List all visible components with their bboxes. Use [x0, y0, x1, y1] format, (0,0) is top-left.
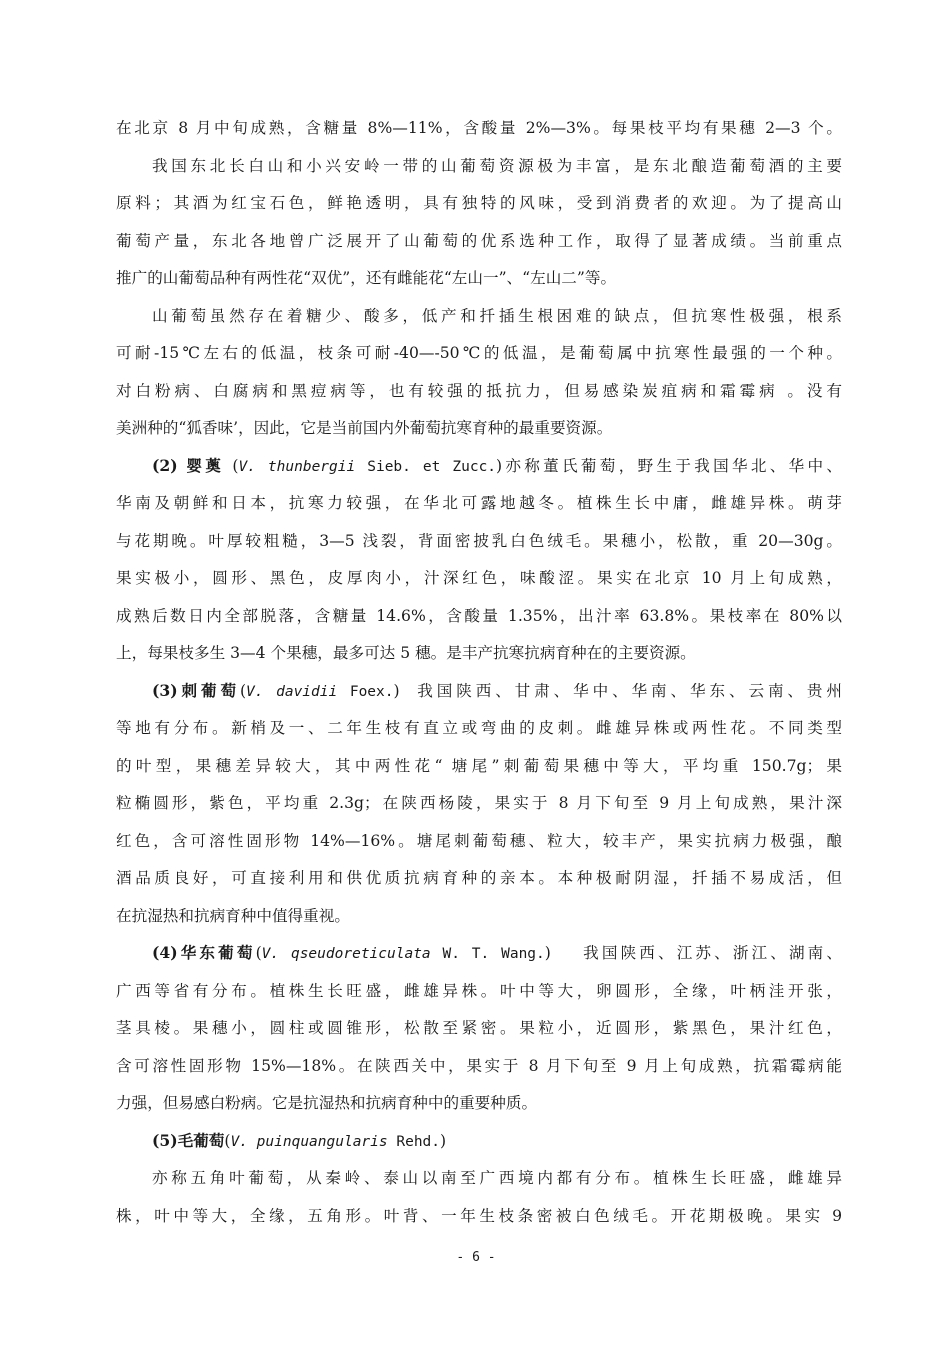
- text-line: 含可溶性固形物 15%—18%。在陕西关中，果实于 8 月下旬至 9 月上旬成熟，抗霜霉病能: [116, 1056, 842, 1075]
- text-line: 美洲种的“狐香味’，因此，它是当前国内外葡萄抗寒育种的最重要资源。: [116, 419, 613, 437]
- text-line: 果实极小，圆形、黑色，皮厚肉小，汁深红色，味酸涩。果实在北京 10 月上旬成熟，: [116, 569, 842, 587]
- author-citation: Rehd.: [387, 1133, 441, 1150]
- author-citation: Sieb. et Zucc.: [355, 458, 497, 475]
- species-heading: (4)华东葡萄: [152, 943, 256, 962]
- text-line: 株，叶中等大，全缘，五角形。叶背、一年生枝条密被白色绒毛。开花期极晚。果实 9: [116, 1206, 842, 1225]
- paren-open: (: [255, 944, 262, 962]
- text-line: 广西等省有分布。植株生长旺盛，雌雄异株。叶中等大，卵圆形，全缘，叶柄洼开张，: [116, 981, 842, 1000]
- text-line: 在北京 8 月中旬成熟，含糖量 8%—11%，含酸量 2%—3%。每果枝平均有果穗 2—3 个。: [116, 119, 842, 137]
- text-line: 亦称五角叶葡萄，从秦岭、泰山以南至广西境内都有分布。植株生长旺盛，雌雄异: [152, 1169, 842, 1187]
- text-line: 酒品质良好，可直接利用和供优质抗病育种的亲本。本种极耐阴湿，扦插不易成活，但: [116, 869, 842, 887]
- text-line: 我国东北长白山和小兴安岭一带的山葡萄资源极为丰富，是东北酿造葡萄酒的主要: [152, 156, 842, 175]
- text-line: 葡萄产量，东北各地曾广泛展开了山葡萄的优系选种工作，取得了显著成绩。当前重点: [116, 231, 842, 250]
- species-heading: (5)毛葡萄: [152, 1130, 225, 1150]
- text-line: 对白粉病、白腐病和黑痘病等，也有较强的抵抗力，但易感染炭疽病和霜霉病 。没有: [116, 381, 842, 400]
- species-heading-line: [116, 450, 842, 482]
- text-line: 上，每果枝多生 3—4 个果穗，最多可达 5 穗。是丰产抗寒抗病育种在的主要资源。: [116, 644, 696, 662]
- text-line: 在抗湿热和抗病育种中值得重视。: [116, 906, 350, 925]
- text-line: 华南及朝鲜和日本，抗寒力较强，在华北可露地越冬。植株生长中庸，雌雄异株。萌芽: [116, 494, 842, 512]
- heading-rest-text: )亦称董氏葡萄，野生于我国华北、华中、: [496, 456, 842, 475]
- paren-open: (: [239, 681, 247, 700]
- text-line: 力强，但易感白粉病。它是抗湿热和抗病育种中的重要种质。: [116, 1094, 538, 1112]
- scientific-name: V. puinquangularis: [230, 1133, 388, 1150]
- page-number: - 6 -: [456, 1250, 496, 1265]
- paren-close: ): [544, 944, 584, 962]
- paren-close: ): [393, 681, 418, 700]
- scientific-name: V. thunbergii: [238, 458, 356, 475]
- text-line: 成熟后数日内全部脱落，含糖量 14.6%，含酸量 1.35%，出汁率 63.8%。果枝率在 80%以: [116, 606, 842, 625]
- species-heading-line: [116, 675, 842, 707]
- text-line: 山葡萄虽然存在着糖少、酸多，低产和扦插生根困难的缺点，但抗寒性极强，根系: [152, 306, 842, 325]
- species-heading-line: [116, 937, 842, 969]
- paren-open: (: [224, 1131, 231, 1150]
- species-heading: (2) 婴薁: [152, 455, 225, 475]
- text-line: 红色，含可溶性固形物 14%—16%。塘尾刺葡萄穗、粒大，较丰产，果实抗病力极强，酿: [116, 831, 842, 850]
- text-line: 原料；其酒为红宝石色，鲜艳透明，具有独特的风味，受到消费者的欢迎。为了提高山: [116, 194, 842, 212]
- scientific-name: V. qseudoreticulata: [261, 946, 431, 962]
- heading-rest-text: 我国陕西、甘肃、华中、华南、华东、云南、贵州: [417, 681, 842, 700]
- text-line: 与花期晚。叶厚较粗糙，3—5 浅裂，背面密披乳白色绒毛。果穗小，松散，重 20—30g。: [116, 531, 842, 550]
- species-heading: (3)刺葡萄: [152, 680, 240, 700]
- text-line: 等地有分布。新梢及一、二年生枝有直立或弯曲的皮刺。雌雄异株或两性花。不同类型: [116, 719, 842, 737]
- author-citation: W. T. Wang.: [430, 946, 545, 962]
- heading-rest-text: 我国陕西、江苏、浙江、湖南、: [583, 944, 842, 962]
- paren-close: ): [440, 1131, 447, 1150]
- text-line: 可耐-15℃左右的低温，枝条可耐-40—-50℃的低温，是葡萄属中抗寒性最强的一个种。: [116, 344, 842, 362]
- text-line: 茎具棱。果穗小，圆柱或圆锥形，松散至紧密。果粒小，近圆形，紫黑色，果汁红色，: [116, 1019, 842, 1037]
- species-heading-line: [116, 1125, 842, 1157]
- paren-open: (: [224, 456, 239, 475]
- text-line: 的叶型，果穗差异较大，其中两性花“ 塘尾”刺葡萄果穗中等大，平均重 150.7g；果: [116, 756, 842, 775]
- scientific-name: V. davidii: [246, 683, 338, 700]
- text-line: 推广的山葡萄品种有两性花“双优”，还有雌能花“左山一”、“左山二”等。: [116, 269, 617, 287]
- author-citation: Foex.: [337, 683, 394, 700]
- text-line: 粒椭圆形，紫色，平均重 2.3g；在陕西杨陵，果实于 8 月下旬至 9 月上旬成熟，果汁深: [116, 794, 842, 812]
